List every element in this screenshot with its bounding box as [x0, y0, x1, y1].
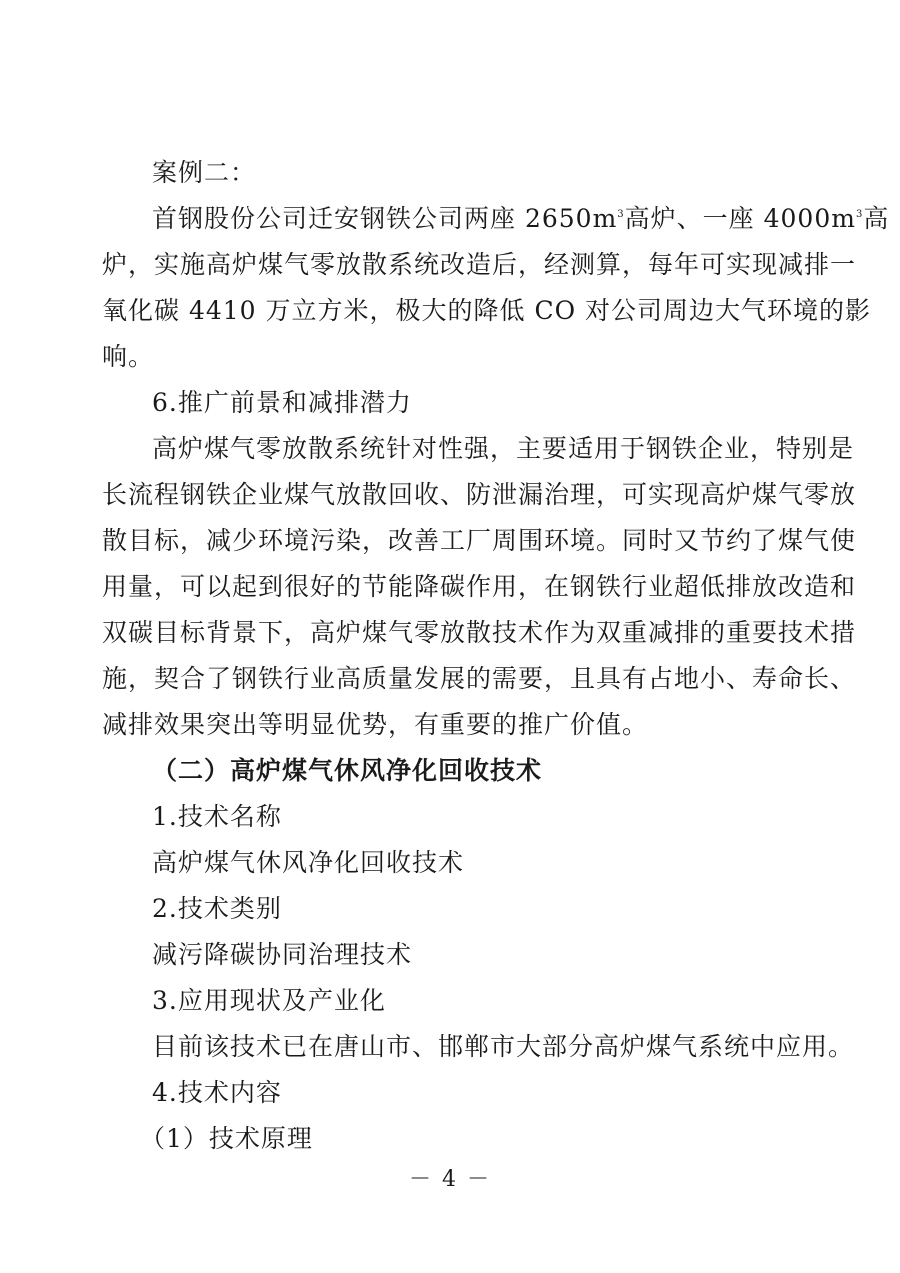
- item-1-value: 高炉煤气休风净化回收技术: [152, 848, 465, 877]
- section-6-line-5: 双碳目标背景下，高炉煤气零放散技术作为双重减排的重要技术措: [102, 618, 857, 647]
- section-6-line-1: 高炉煤气零放散系统针对性强，主要适用于钢铁企业，特别是: [152, 434, 855, 463]
- section-6-line-7: 减排效果突出等明显优势，有重要的推广价值。: [102, 710, 649, 739]
- item-2-heading: 2.技术类别: [152, 894, 282, 923]
- section-6-heading: 6.推广前景和减排潜力: [152, 388, 412, 417]
- section-6-line-3: 散目标，减少环境污染，改善工厂周围环境。同时又节约了煤气使: [102, 526, 857, 555]
- page-number: － 4 －: [409, 1167, 491, 1192]
- section-6-line-4: 用量，可以起到很好的节能降碳作用，在钢铁行业超低排放改造和: [102, 572, 857, 601]
- case-paragraph-line-3: 氧化碳 4410 万立方米，极大的降低 CO 对公司周边大气环境的影: [102, 296, 872, 325]
- item-3-value: 目前该技术已在唐山市、邯郸市大部分高炉煤气系统中应用。: [152, 1032, 855, 1061]
- item-4-subheading: （1）技术原理: [140, 1124, 313, 1153]
- section-6-line-6: 施，契合了钢铁行业高质量发展的需要，且具有占地小、寿命长、: [102, 664, 857, 693]
- case-paragraph-line-2: 炉，实施高炉煤气零放散系统改造后，经测算，每年可实现减排一: [102, 250, 857, 279]
- part-2-heading: （二）高炉煤气休风净化回收技术: [152, 756, 543, 785]
- section-6-line-2: 长流程钢铁企业煤气放散回收、防泄漏治理，可实现高炉煤气零放: [102, 480, 857, 509]
- item-1-heading: 1.技术名称: [152, 802, 282, 831]
- case-title: 案例二：: [152, 158, 257, 187]
- case-paragraph-line-4: 响。: [102, 342, 155, 371]
- item-2-value: 减污降碳协同治理技术: [152, 940, 413, 969]
- item-4-heading: 4.技术内容: [152, 1078, 282, 1107]
- case-paragraph-line-1: 首钢股份公司迁安钢铁公司两座 $2650m^3$高炉、一座 $4000m^3$高: [152, 204, 890, 233]
- item-3-heading: 3.应用现状及产业化: [152, 986, 386, 1015]
- document-body: [102, 150, 890, 1162]
